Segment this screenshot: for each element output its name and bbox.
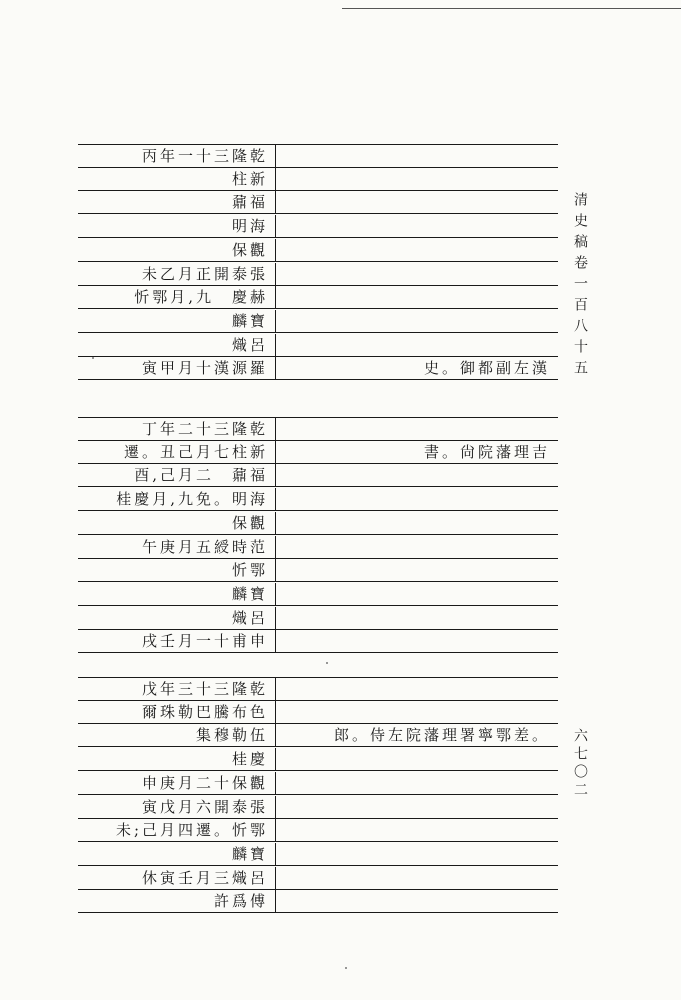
official-entry: 明海 <box>231 217 268 236</box>
column-divider <box>275 724 276 746</box>
official-entry: 戌壬月一十甫申 <box>141 632 268 651</box>
official-entry: 桂慶 <box>231 750 268 769</box>
speck <box>92 357 94 359</box>
table-row <box>78 748 558 771</box>
table-row <box>78 819 558 842</box>
official-entry: 酉,己月二 鼐福 <box>134 466 268 485</box>
official-entry: 桂慶月,九免。明海 <box>116 490 268 509</box>
official-entry: 申庚月二十保觀 <box>141 773 268 792</box>
official-entry: 爾珠勒巴騰布色 <box>141 702 268 721</box>
official-entry: 遷。丑己月七柱新 <box>123 442 268 461</box>
column-divider <box>275 239 276 261</box>
table-row <box>78 843 558 866</box>
official-entry: 許爲傅 <box>213 892 268 911</box>
table-row <box>78 607 558 630</box>
official-entry: 保觀 <box>231 513 268 532</box>
column-divider <box>275 701 276 723</box>
book-title: 清史稿卷一百八十五 <box>572 192 588 381</box>
official-entry: 未乙月正開泰張 <box>141 264 268 283</box>
official-entry: 丁年二十三隆乾 <box>141 420 268 438</box>
speck <box>326 662 328 664</box>
official-entry: 寅甲月十漢源羅 <box>141 359 268 378</box>
official-entry: 忻鄂月,九 慶赫 <box>134 288 268 307</box>
table-row <box>78 701 558 724</box>
column-divider <box>275 583 276 605</box>
column-divider <box>275 867 276 889</box>
official-entry: 鼐福 <box>231 193 268 212</box>
official-entry: 麟寶 <box>231 844 268 863</box>
table-row <box>78 796 558 819</box>
official-entry: 麟寶 <box>231 584 268 603</box>
official-entry: 未;己月四遷。忻鄂 <box>115 821 268 840</box>
column-divider <box>275 488 276 510</box>
column-divider <box>275 418 276 440</box>
column-divider <box>275 310 276 332</box>
official-entry: 麟寶 <box>231 311 268 330</box>
official-entry: 寅戊月六開泰張 <box>141 797 268 816</box>
official-entry: 熾呂 <box>231 608 268 627</box>
column-divider <box>275 168 276 190</box>
column-divider <box>275 512 276 534</box>
table-row <box>78 559 558 582</box>
speck <box>345 967 347 969</box>
table-row <box>78 286 558 309</box>
table-row <box>78 191 558 214</box>
column-divider <box>275 464 276 486</box>
official-entry: 熾呂 <box>231 335 268 354</box>
column-divider <box>275 215 276 237</box>
column-divider <box>275 819 276 841</box>
official-entry: 休寅壬月三熾呂 <box>141 868 268 887</box>
column-divider <box>275 145 276 167</box>
table-row <box>78 772 558 795</box>
column-divider <box>275 607 276 629</box>
official-entry: 集穆勒伍 <box>195 726 268 745</box>
table-row <box>78 488 558 511</box>
table-row <box>78 441 558 464</box>
post-title: 郎。侍左院藩理署寧鄂差。 <box>333 726 550 745</box>
column-divider <box>275 772 276 794</box>
official-entry: 戊年三十三隆乾 <box>141 680 268 698</box>
official-entry: 柱新 <box>231 169 268 188</box>
table-row <box>78 512 558 535</box>
top-rule <box>342 8 681 9</box>
column-divider <box>275 536 276 558</box>
column-divider <box>275 678 276 700</box>
table-row <box>78 310 558 333</box>
table-row <box>78 536 558 559</box>
table-row <box>78 168 558 191</box>
table-row <box>78 583 558 606</box>
table-row <box>78 417 558 441</box>
official-entry: 保觀 <box>231 240 268 259</box>
table-row <box>78 334 558 357</box>
table-row <box>78 890 558 913</box>
table-row <box>78 867 558 890</box>
official-entry: 丙年一十三隆乾 <box>141 147 268 165</box>
official-entry: 午庚月五綬時范 <box>141 537 268 556</box>
table-row <box>78 263 558 286</box>
column-divider <box>275 334 276 356</box>
official-entry: 忻鄂 <box>231 561 268 580</box>
table-row <box>78 215 558 238</box>
column-divider <box>275 843 276 865</box>
column-divider <box>275 796 276 818</box>
post-title: 書。尙院藩理吉 <box>423 442 550 461</box>
table-row <box>78 144 558 168</box>
column-divider <box>275 441 276 463</box>
column-divider <box>275 559 276 581</box>
column-divider <box>275 191 276 213</box>
column-divider <box>275 630 276 652</box>
table-row <box>78 724 558 747</box>
table-row <box>78 464 558 487</box>
table-row <box>78 239 558 262</box>
table-row <box>78 630 558 653</box>
post-title: 史。御都副左漢 <box>423 359 550 378</box>
table-row <box>78 677 558 701</box>
column-divider <box>275 263 276 285</box>
page-number: 六七〇二 <box>572 728 588 800</box>
table-row <box>78 357 558 380</box>
column-divider <box>275 357 276 379</box>
column-divider <box>275 748 276 770</box>
column-divider <box>275 286 276 308</box>
column-divider <box>275 890 276 912</box>
